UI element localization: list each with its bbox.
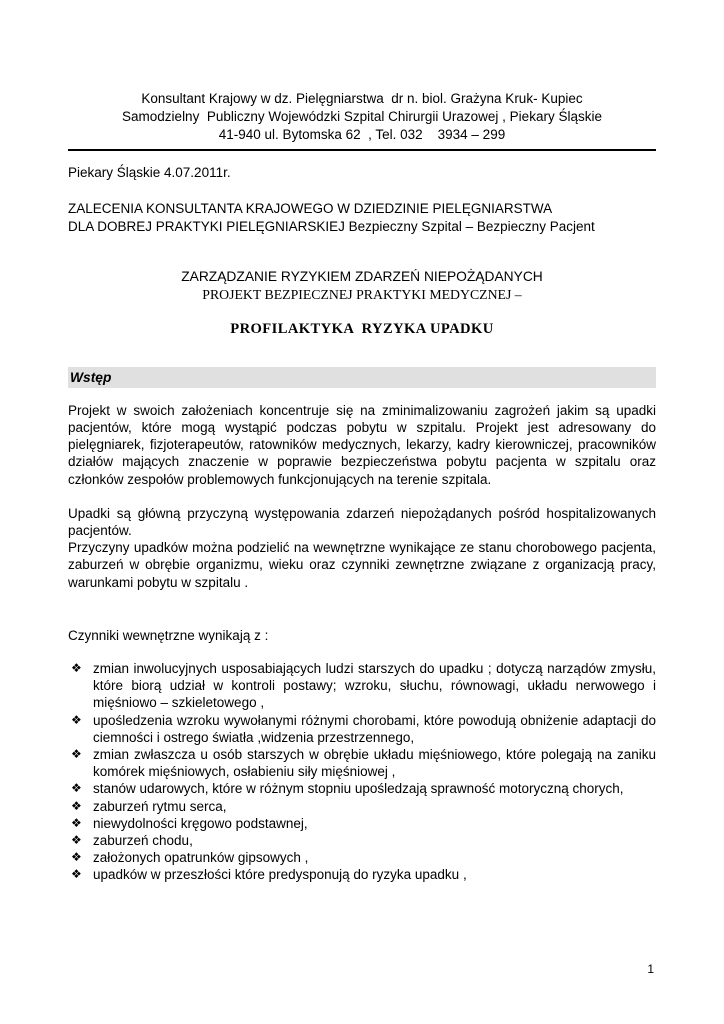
list-item-text: niewydolności kręgowo podstawnej, (93, 815, 308, 831)
letterhead (68, 90, 656, 151)
list-item-text: zmian zwłaszcza u osób starszych w obrębie układu mięśniowego, które polegają na zaniku komórek mięśniowych, osłabieniu siły mięśniowej , (93, 747, 656, 780)
list-item (68, 866, 656, 883)
bullet-diamond-icon: ❖ (71, 833, 82, 848)
bullet-diamond-icon: ❖ (71, 781, 82, 796)
bullet-diamond-icon: ❖ (71, 661, 82, 676)
title-emphasis: PROFILAKTYKA RYZYKA UPADKU (230, 321, 494, 338)
list-item-text: zaburzeń rytmu serca, (93, 798, 227, 814)
list-item (68, 832, 656, 849)
letterhead-address-line: 41-940 ul. Bytomska 62 , Tel. 032 3934 – 299 (218, 127, 506, 142)
list-item (68, 712, 656, 746)
paragraph-falls-cause: Upadki są główną przyczyną występowania zdarzeń niepożądanych pośród hospitalizowanych pacjentów. (68, 505, 656, 539)
list-item-text: upadków w przeszłości które predysponują do ryzyka upadku , (93, 867, 467, 883)
letterhead-hospital-line: Samodzielny Publiczny Wojewódzki Szpital Chirurgii Urazowej , Piekary Śląskie (122, 109, 602, 124)
bullet-diamond-icon: ❖ (71, 712, 82, 727)
bullet-diamond-icon: ❖ (71, 747, 82, 762)
list-item-text: zaburzeń chodu, (93, 833, 193, 849)
title-subtitle: PROJEKT BEZPIECZNEJ PRAKTYKI MEDYCZNEJ – (202, 287, 522, 303)
list-item-text: zmian inwolucyjnych usposabiających ludzi starszych do upadku ; dotyczą narządów zmysłu, które biorą udział w kontroli postawy; wzroku, słuchu, równowagi, układu nerwowego i mięśniowo – szkieletowego , (93, 661, 656, 711)
list-item (68, 849, 656, 866)
paragraph-causes-division: Przyczyny upadków można podzielić na wewnętrzne wynikające ze stanu chorobowego pacjenta, zaburzeń w obrębie organizmu, wieku oraz czynniki zewnętrzne związane z organizacją pracy, warunkami pobytu w szpitalu . (68, 540, 656, 590)
list-item-text: założonych opatrunków gipsowych , (93, 850, 309, 866)
bullet-diamond-icon: ❖ (71, 867, 82, 882)
list-item (68, 815, 656, 832)
list-item (68, 780, 656, 797)
factors-heading: Czynniki wewnętrzne wynikają z : (68, 627, 269, 643)
recommendation-block (68, 200, 656, 235)
section-heading-wstep: Wstęp (68, 367, 656, 388)
internal-factors-list (68, 660, 656, 884)
bullet-diamond-icon: ❖ (71, 815, 82, 830)
recommendation-line-1: ZALECENIA KONSULTANTA KRAJOWEGO W DZIEDZINIE PIELĘGNIARSTWA (68, 201, 553, 217)
title-main: ZARZĄDZANIE RYZYKIEM ZDARZEŃ NIEPOŻĄDANYCH (181, 269, 543, 285)
bullet-diamond-icon: ❖ (71, 850, 82, 865)
list-item (68, 660, 656, 712)
recommendation-line-2: DLA DOBREJ PRAKTYKI PIELĘGNIARSKIEJ Bezpieczny Szpital – Bezpieczny Pacjent (68, 218, 595, 234)
paragraph-project-intro: Projekt w swoich założeniach koncentruje się na zminimalizowaniu zagrożeń jakim są upadki pacjentów, które mogą wystąpić podczas pobytu w szpitalu. Projekt jest adresowany do pielęgniarek, fizjoterapeutów, ratowników medycznych, lekarzy, kadry kierowniczej, pracowników działów mających znaczenie w poprawie bezpieczeństwa pobytu pacjenta w szpitalu oraz członków zespołów problemowych funkcjonujących na terenie szpitala. (68, 402, 656, 487)
list-item (68, 746, 656, 780)
letterhead-consultant-line: Konsultant Krajowy w dz. Pielęgniarstwa dr n. biol. Grażyna Kruk- Kupiec (141, 91, 583, 106)
page-number: 1 (647, 961, 654, 976)
list-item-text: stanów udarowych, które w różnym stopniu upośledzają sprawność motoryczną chorych, (93, 781, 624, 797)
bullet-diamond-icon: ❖ (71, 798, 82, 813)
date-line: Piekary Śląskie 4.07.2011r. (68, 165, 231, 180)
document-content (68, 90, 656, 884)
list-item (68, 798, 656, 815)
list-item-text: upośledzenia wzroku wywołanymi różnymi chorobami, które powodują obniżenie adaptacji do ciemności i ostrego światła ,widzenia przestrzennego, (93, 712, 656, 745)
